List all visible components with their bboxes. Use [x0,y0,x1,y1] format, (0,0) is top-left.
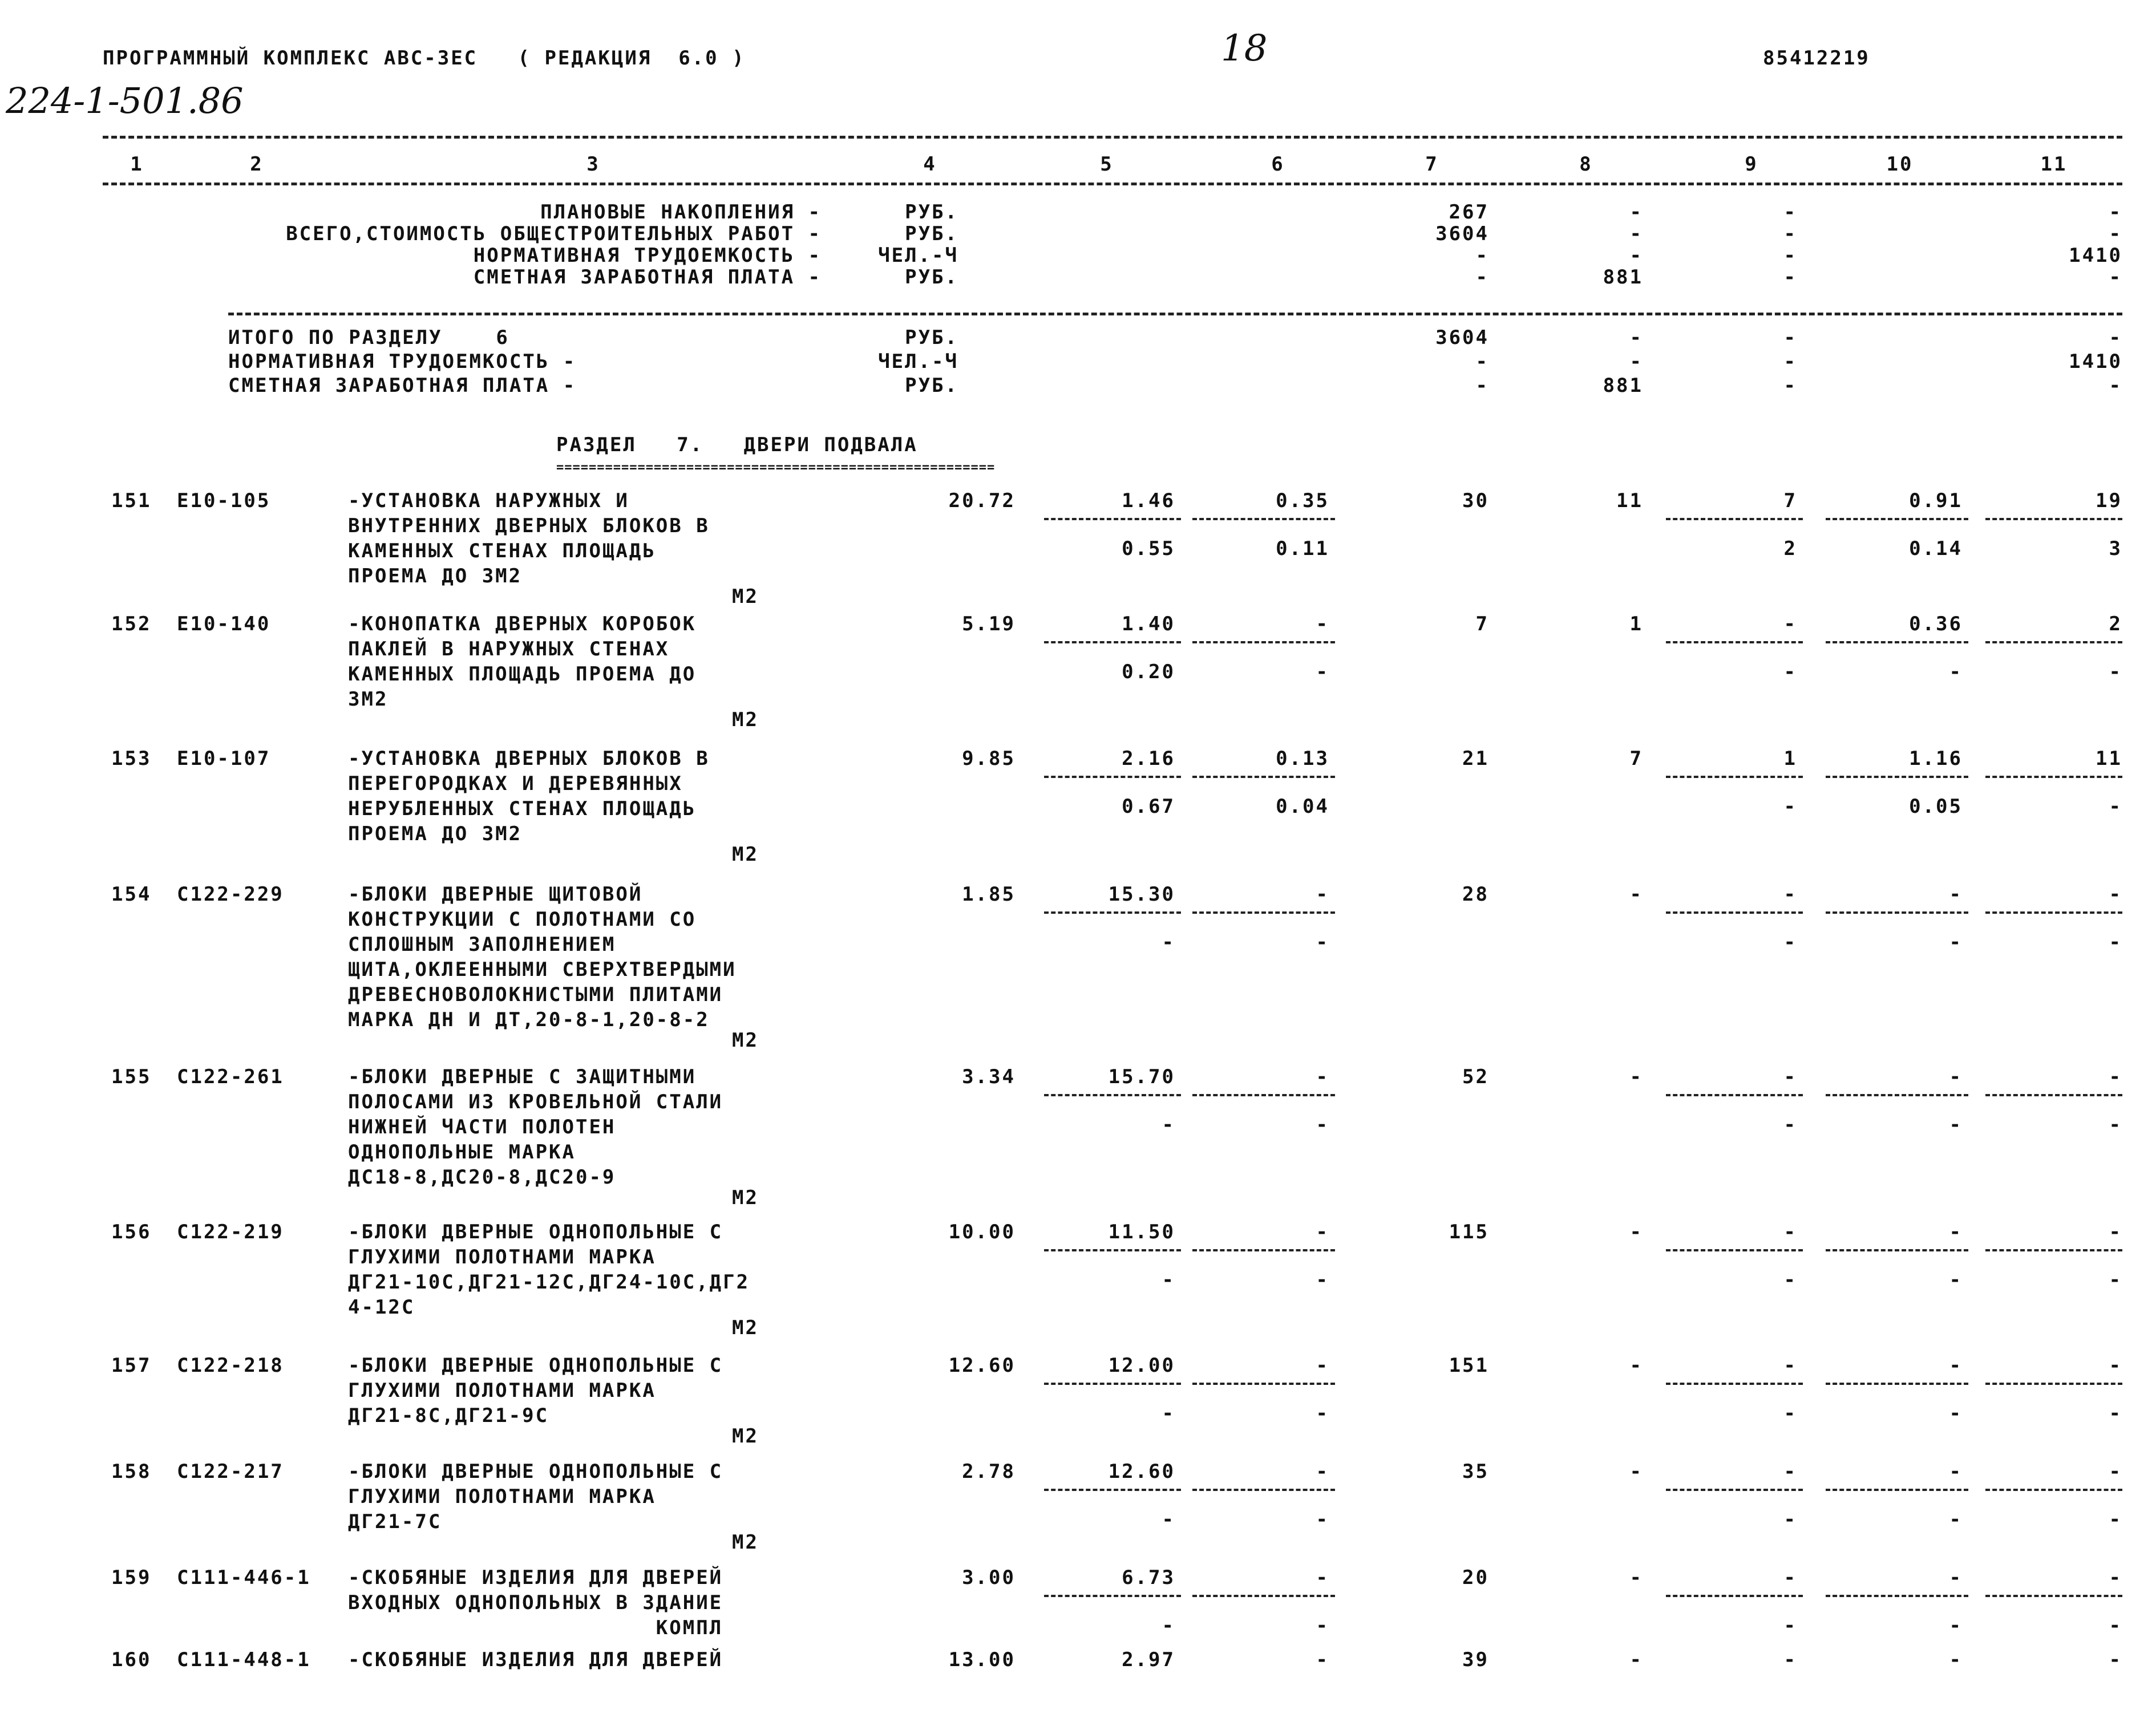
item-quantity: 12.60 [948,1354,1016,1377]
item-cost-total: 30 [1462,489,1489,512]
item-separator [1666,776,1803,778]
item-number: 159 [111,1566,152,1589]
summary-divider [228,313,2122,315]
item-separator [1985,911,2122,914]
column-number: 6 [1271,153,1285,176]
item-separator [1044,641,1181,643]
item-code: С122-217 [177,1460,284,1483]
summary-col8: - [1629,201,1643,224]
item-unit: М2 [732,1316,759,1339]
item-price-wage-machine: - [1316,1269,1329,1291]
item-cost-total: 7 [1475,613,1489,635]
summary-col7: - [1475,266,1489,289]
summary-unit: РУБ. [905,266,958,289]
section-total-col7: - [1475,374,1489,397]
item-cost-wage: 11 [1616,489,1643,512]
item-price-total-machine: - [1162,1402,1175,1425]
item-cost-total: 52 [1462,1065,1489,1088]
item-labor-total: 2 [2109,613,2122,635]
item-number: 156 [111,1221,152,1243]
item-description-line: ДС18-8,ДС20-8,ДС20-9 [348,1166,616,1189]
summary-col9: - [1783,201,1797,224]
item-price-total-machine: - [1162,1508,1175,1531]
item-price-wage: - [1316,1065,1329,1088]
item-cost-total: 21 [1462,747,1489,770]
item-price-total: 11.50 [1108,1221,1175,1243]
item-number: 155 [111,1065,152,1088]
item-price-wage: - [1316,1648,1329,1671]
table-top-rule [103,136,2122,139]
item-description-line: ГЛУХИМИ ПОЛОТНАМИ МАРКА [348,1485,656,1508]
item-price-total-machine: 0.67 [1122,795,1175,818]
item-description-line: КАМЕННЫХ ПЛОЩАДЬ ПРОЕМА ДО [348,663,697,686]
section-total-col8: - [1629,326,1643,349]
item-price-total: 12.00 [1108,1354,1175,1377]
section-total-unit: РУБ. [905,374,958,397]
column-number: 3 [586,153,600,176]
column-number: 2 [250,153,264,176]
column-number: 7 [1425,153,1439,176]
item-price-wage-machine: - [1316,1402,1329,1425]
item-labor-norm-machine: - [1949,1113,1963,1136]
item-separator [1826,641,1968,643]
item-separator [1666,641,1803,643]
item-separator [1826,518,1968,520]
summary-col9: - [1783,266,1797,289]
item-labor: - [1783,613,1797,635]
item-description-line: 3М2 [348,688,389,711]
item-labor-norm: - [1949,1221,1963,1243]
item-labor-norm: 0.36 [1909,613,1963,635]
item-description-line: ПАКЛЕЙ В НАРУЖНЫХ СТЕНАХ [348,638,670,661]
item-labor-norm: 1.16 [1909,747,1963,770]
item-separator [1044,776,1181,778]
item-labor-norm-machine: - [1949,1269,1963,1291]
summary-col11: 1410 [2069,244,2122,267]
item-labor-machine: - [1783,1508,1797,1531]
item-description-line: -БЛОКИ ДВЕРНЫЕ ОДНОПОЛЬНЫЕ С [348,1460,723,1483]
item-separator [1826,1595,1968,1597]
item-description-line: ВХОДНЫХ ОДНОПОЛЬНЫХ В ЗДАНИЕ [348,1591,723,1614]
item-description-line: ПРОЕМА ДО 3М2 [348,565,523,587]
column-number: 8 [1579,153,1593,176]
item-separator [1044,911,1181,914]
section-total-unit: ЧЕЛ.-Ч [878,350,958,373]
item-labor-norm-machine: - [1949,931,1963,954]
item-price-total: 15.30 [1108,883,1175,906]
item-price-total-machine: 0.20 [1122,661,1175,683]
section-total-col11: 1410 [2069,350,2122,373]
item-code: С122-218 [177,1354,284,1377]
column-number: 5 [1100,153,1114,176]
item-labor-total: 11 [2096,747,2122,770]
item-labor: - [1783,1566,1797,1589]
item-cost-wage: - [1629,1065,1643,1088]
summary-col8: 881 [1603,266,1643,289]
item-quantity: 5.19 [962,613,1016,635]
item-labor-total: 19 [2096,489,2122,512]
item-labor-norm: - [1949,883,1963,906]
item-unit: М2 [732,1425,759,1448]
item-cost-wage: - [1629,1460,1643,1483]
item-labor-norm: - [1949,1648,1963,1671]
item-quantity: 9.85 [962,747,1016,770]
item-description-line: ДГ21-8С,ДГ21-9С [348,1404,549,1427]
item-number: 154 [111,883,152,906]
item-description-line: ЩИТА,ОКЛЕЕННЫМИ СВЕРХТВЕРДЫМИ [348,958,737,981]
item-description-line: 4-12С [348,1296,415,1319]
item-separator [1826,1249,1968,1251]
summary-unit: РУБ. [905,201,958,224]
item-labor: - [1783,1221,1797,1243]
section-total-unit: РУБ. [905,326,958,349]
item-description-line: -БЛОКИ ДВЕРНЫЕ ОДНОПОЛЬНЫЕ С [348,1354,723,1377]
item-code: С122-229 [177,883,284,906]
item-number: 157 [111,1354,152,1377]
summary-col11: - [2109,266,2122,289]
item-quantity: 2.78 [962,1460,1016,1483]
item-unit: М2 [732,843,759,866]
column-number: 9 [1745,153,1758,176]
item-price-wage: 0.13 [1276,747,1329,770]
item-cost-total: 35 [1462,1460,1489,1483]
item-number: 152 [111,613,152,635]
item-labor-total: - [2109,1065,2122,1088]
item-unit: М2 [732,708,759,731]
item-description-line: -КОНОПАТКА ДВЕРНЫХ КОРОБОК [348,613,697,635]
item-quantity: 3.00 [962,1566,1016,1589]
item-quantity: 1.85 [962,883,1016,906]
item-number: 160 [111,1648,152,1671]
section-total-col7: 3604 [1435,326,1489,349]
item-separator [1192,641,1335,643]
item-separator [1826,1383,1968,1385]
item-labor-total: - [2109,1354,2122,1377]
program-header: ПРОГРАММНЫЙ КОМПЛЕКС АВС-ЗЕС ( РЕДАКЦИЯ 6.0 ) [103,47,746,70]
item-code: С122-261 [177,1065,284,1088]
item-cost-wage: 1 [1629,613,1643,635]
item-labor-machine: 2 [1783,537,1797,560]
item-labor: 1 [1783,747,1797,770]
item-separator [1666,1249,1803,1251]
item-separator [1044,1249,1181,1251]
item-cost-wage: 7 [1629,747,1643,770]
item-separator [1666,1383,1803,1385]
item-price-wage-machine: - [1316,1508,1329,1531]
item-labor-total-machine: - [2109,1402,2122,1425]
item-description-line: ГЛУХИМИ ПОЛОТНАМИ МАРКА [348,1246,656,1269]
item-separator [1666,1489,1803,1491]
item-labor-total-machine: - [2109,1269,2122,1291]
summary-label: ВСЕГО,СТОИМОСТЬ ОБЩЕСТРОИТЕЛЬНЫХ РАБОТ - [286,222,822,245]
section-title: РАЗДЕЛ 7. ДВЕРИ ПОДВАЛА [556,433,918,456]
item-price-total: 6.73 [1122,1566,1175,1589]
item-separator [1192,911,1335,914]
item-labor-machine: - [1783,1614,1797,1637]
item-cost-total: 20 [1462,1566,1489,1589]
item-price-wage: - [1316,1354,1329,1377]
item-labor-norm-machine: 0.14 [1909,537,1963,560]
project-code: 224-1-501.86 [6,80,244,121]
item-code: С111-448-1 [177,1648,311,1671]
item-unit: М2 [732,1186,759,1209]
item-labor-total: - [2109,1648,2122,1671]
item-description-line: ВНУТРЕННИХ ДВЕРНЫХ БЛОКОВ В [348,514,710,537]
item-description-line: -БЛОКИ ДВЕРНЫЕ С ЗАЩИТНЫМИ [348,1065,697,1088]
section-underline: ====================================================== [556,460,996,475]
item-labor-total: - [2109,883,2122,906]
table-header-rule [103,183,2122,185]
item-description-line: ДГ21-7С [348,1510,442,1533]
item-cost-total: 151 [1449,1354,1489,1377]
item-labor: 7 [1783,489,1797,512]
item-description-line: ГЛУХИМИ ПОЛОТНАМИ МАРКА [348,1379,656,1402]
item-unit: М2 [732,1531,759,1554]
item-price-total-machine: - [1162,1269,1175,1291]
item-code: Е10-140 [177,613,271,635]
item-labor-total-machine: - [2109,795,2122,818]
item-labor-total-machine: - [2109,1614,2122,1637]
item-code: С122-219 [177,1221,284,1243]
item-labor: - [1783,1354,1797,1377]
item-description-line: -СКОБЯНЫЕ ИЗДЕЛИЯ ДЛЯ ДВЕРЕЙ [348,1566,723,1589]
item-labor-machine: - [1783,931,1797,954]
section-total-label: СМЕТНАЯ ЗАРАБОТНАЯ ПЛАТА - [228,374,577,397]
item-quantity: 13.00 [948,1648,1016,1671]
item-price-wage-machine: 0.04 [1276,795,1329,818]
summary-col7: - [1475,244,1489,267]
item-separator [1826,1094,1968,1096]
item-price-wage-machine: - [1316,931,1329,954]
document-code: 85412219 [1763,47,1870,70]
item-separator [1826,911,1968,914]
item-price-total-machine: - [1162,1614,1175,1637]
column-number: 10 [1886,153,1914,176]
item-cost-wage: - [1629,1566,1643,1589]
item-separator [1666,518,1803,520]
item-separator [1192,1383,1335,1385]
item-separator [1192,1489,1335,1491]
item-description-line: КОНСТРУКЦИИ С ПОЛОТНАМИ СО [348,908,697,931]
item-labor-norm: - [1949,1354,1963,1377]
item-labor-machine: - [1783,661,1797,683]
item-separator [1192,1595,1335,1597]
item-separator [1826,1489,1968,1491]
item-price-wage: - [1316,1221,1329,1243]
item-labor: - [1783,1648,1797,1671]
item-labor-machine: - [1783,1113,1797,1136]
item-description-line: ОДНОПОЛЬНЫЕ МАРКА [348,1141,576,1164]
summary-col8: - [1629,244,1643,267]
item-separator [1192,776,1335,778]
section-total-col8: 881 [1603,374,1643,397]
column-number: 1 [130,153,144,176]
item-price-total-machine: 0.55 [1122,537,1175,560]
item-labor-total: - [2109,1221,2122,1243]
item-price-total: 2.16 [1122,747,1175,770]
item-price-total-machine: - [1162,1113,1175,1136]
item-labor-machine: - [1783,1269,1797,1291]
item-description-line: ДГ21-10С,ДГ21-12С,ДГ24-10С,ДГ2 [348,1271,750,1294]
item-price-wage: - [1316,1460,1329,1483]
item-description-line: ПОЛОСАМИ ИЗ КРОВЕЛЬНОЙ СТАЛИ [348,1091,723,1113]
item-separator [1666,1595,1803,1597]
section-total-col11: - [2109,374,2122,397]
item-labor-total: - [2109,1566,2122,1589]
item-separator [1985,518,2122,520]
item-description-line: -СКОБЯНЫЕ ИЗДЕЛИЯ ДЛЯ ДВЕРЕЙ [348,1648,723,1671]
section-total-col9: - [1783,326,1797,349]
section-total-label: ИТОГО ПО РАЗДЕЛУ 6 [228,326,509,349]
item-labor-norm-machine: - [1949,1508,1963,1531]
item-price-wage: - [1316,1566,1329,1589]
summary-col7: 3604 [1435,222,1489,245]
item-price-wage-machine: 0.11 [1276,537,1329,560]
item-separator [1044,518,1181,520]
item-number: 151 [111,489,152,512]
item-labor-norm: - [1949,1566,1963,1589]
summary-label: ПЛАНОВЫЕ НАКОПЛЕНИЯ - [540,201,822,224]
item-description-line: -БЛОКИ ДВЕРНЫЕ ОДНОПОЛЬНЫЕ С [348,1221,723,1243]
item-separator [1044,1094,1181,1096]
item-cost-wage: - [1629,1354,1643,1377]
item-separator [1985,1094,2122,1096]
item-separator [1044,1595,1181,1597]
item-price-wage: - [1316,883,1329,906]
summary-col9: - [1783,244,1797,267]
item-labor-total-machine: - [2109,661,2122,683]
summary-unit: РУБ. [905,222,958,245]
section-total-col8: - [1629,350,1643,373]
item-separator [1192,1249,1335,1251]
item-separator [1826,776,1968,778]
section-total-col11: - [2109,326,2122,349]
item-cost-wage: - [1629,1221,1643,1243]
item-separator [1666,911,1803,914]
item-price-wage: 0.35 [1276,489,1329,512]
item-price-total: 12.60 [1108,1460,1175,1483]
item-cost-wage: - [1629,1648,1643,1671]
item-description-line: НИЖНЕЙ ЧАСТИ ПОЛОТЕН [348,1116,616,1138]
item-code: Е10-107 [177,747,271,770]
item-labor: - [1783,1460,1797,1483]
item-labor-norm: 0.91 [1909,489,1963,512]
item-price-wage: - [1316,613,1329,635]
item-labor-machine: - [1783,1402,1797,1425]
item-code: Е10-105 [177,489,271,512]
item-labor-norm-machine: - [1949,661,1963,683]
item-description-line: СПЛОШНЫМ ЗАПОЛНЕНИЕМ [348,933,616,956]
item-unit: М2 [732,585,759,608]
item-labor-machine: - [1783,795,1797,818]
item-price-wage-machine: - [1316,661,1329,683]
item-labor-norm-machine: - [1949,1402,1963,1425]
item-labor-norm: - [1949,1065,1963,1088]
item-quantity: 3.34 [962,1065,1016,1088]
item-labor-norm: - [1949,1460,1963,1483]
summary-col8: - [1629,222,1643,245]
item-separator [1985,1595,2122,1597]
section-total-col7: - [1475,350,1489,373]
section-total-label: НОРМАТИВНАЯ ТРУДОЕМКОСТЬ - [228,350,577,373]
item-description-line: -УСТАНОВКА НАРУЖНЫХ И [348,489,629,512]
item-labor-total-machine: 3 [2109,537,2122,560]
item-labor-norm-machine: 0.05 [1909,795,1963,818]
item-description-line: ДРЕВЕСНОВОЛОКНИСТЫМИ ПЛИТАМИ [348,983,723,1006]
item-price-total: 1.46 [1122,489,1175,512]
item-description-line: ПЕРЕГОРОДКАХ И ДЕРЕВЯННЫХ [348,772,683,795]
item-price-total: 1.40 [1122,613,1175,635]
item-separator [1985,1489,2122,1491]
item-separator [1192,518,1335,520]
item-separator [1666,1094,1803,1096]
item-separator [1044,1489,1181,1491]
item-separator [1985,1383,2122,1385]
item-labor: - [1783,1065,1797,1088]
item-price-wage-machine: - [1316,1113,1329,1136]
summary-label: НОРМАТИВНАЯ ТРУДОЕМКОСТЬ - [473,244,822,267]
section-total-col9: - [1783,374,1797,397]
summary-col9: - [1783,222,1797,245]
summary-col11: - [2109,222,2122,245]
summary-col7: 267 [1449,201,1489,224]
item-separator [1985,641,2122,643]
page-number: 18 [1221,27,1268,70]
item-labor-total-machine: - [2109,931,2122,954]
item-description-line: НЕРУБЛЕННЫХ СТЕНАХ ПЛОЩАДЬ [348,797,697,820]
item-description-line: КАМЕННЫХ СТЕНАХ ПЛОЩАДЬ [348,540,656,562]
summary-label: СМЕТНАЯ ЗАРАБОТНАЯ ПЛАТА - [473,266,822,289]
item-labor-total-machine: - [2109,1508,2122,1531]
item-description-line: ПРОЕМА ДО 3М2 [348,822,523,845]
item-number: 153 [111,747,152,770]
column-number: 11 [2040,153,2068,176]
item-labor-norm-machine: - [1949,1614,1963,1637]
item-separator [1192,1094,1335,1096]
section-total-col9: - [1783,350,1797,373]
column-number: 4 [923,153,937,176]
item-code: С111-446-1 [177,1566,311,1589]
item-separator [1044,1383,1181,1385]
item-labor: - [1783,883,1797,906]
item-price-wage-machine: - [1316,1614,1329,1637]
item-cost-total: 28 [1462,883,1489,906]
item-description-line: -БЛОКИ ДВЕРНЫЕ ЩИТОВОЙ [348,883,643,906]
summary-col11: - [2109,201,2122,224]
item-unit: М2 [732,1029,759,1052]
item-cost-total: 115 [1449,1221,1489,1243]
item-quantity: 20.72 [948,489,1016,512]
item-number: 158 [111,1460,152,1483]
item-price-total-machine: - [1162,931,1175,954]
item-price-total: 15.70 [1108,1065,1175,1088]
item-separator [1985,1249,2122,1251]
item-price-total: 2.97 [1122,1648,1175,1671]
item-labor-total-machine: - [2109,1113,2122,1136]
summary-unit: ЧЕЛ.-Ч [878,244,958,267]
item-description-line: КОМПЛ [348,1616,723,1639]
item-description-line: -УСТАНОВКА ДВЕРНЫХ БЛОКОВ В [348,747,710,770]
item-cost-wage: - [1629,883,1643,906]
item-labor-total: - [2109,1460,2122,1483]
item-cost-total: 39 [1462,1648,1489,1671]
item-quantity: 10.00 [948,1221,1016,1243]
item-separator [1985,776,2122,778]
item-description-line: МАРКА ДН И ДТ,20-8-1,20-8-2 [348,1008,710,1031]
